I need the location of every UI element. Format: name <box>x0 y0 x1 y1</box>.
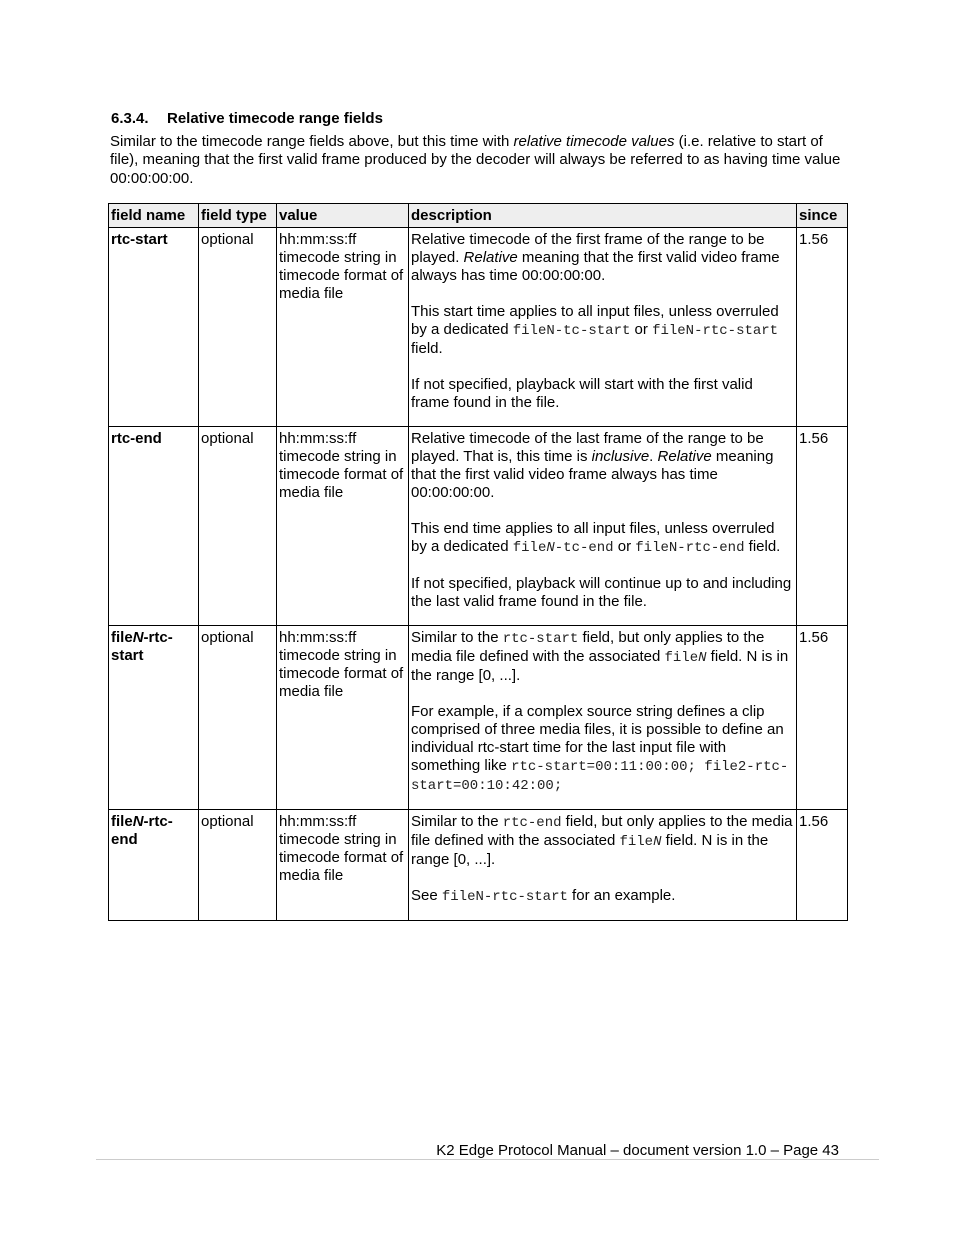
desc-emphasis: inclusive <box>591 448 650 465</box>
desc-text: field. <box>411 340 443 357</box>
table-row <box>109 228 848 427</box>
desc-code <box>664 650 706 666</box>
description-paragraph: If not specified, playback will start with the first valid frame found in the file. <box>411 376 753 411</box>
intro-text: (i.e. relative to start of file), meaning that the first valid frame produced by the decoder will always be referred to as having time value 00:00:00:00. <box>110 133 841 187</box>
desc-text: field, but only applies to the media file defined with the associated <box>411 813 793 849</box>
header-field-name: field name <box>109 204 199 228</box>
value-cell: hh:mm:ss:ff timecode string in timecode format of media file <box>277 626 409 810</box>
desc-text: or <box>613 538 636 555</box>
desc-text: This start time applies to all input files, unless overruled by a dedicated <box>411 303 779 338</box>
desc-text: field, but only applies to the media file defined with the associated <box>411 629 765 665</box>
description-cell <box>409 626 797 810</box>
desc-text: for an example. <box>567 887 676 904</box>
since-cell: 1.56 <box>797 427 848 626</box>
desc-text: For example, if a complex source string defines a clip comprised of three media files, it is possible to define an individual rtc-start time for the last input file with something like <box>411 703 784 774</box>
description-paragraph <box>411 520 794 557</box>
code-part: -tc-end <box>554 540 614 556</box>
field-name-cell <box>109 810 199 921</box>
value-cell: hh:mm:ss:ff timecode string in timecode format of media file <box>277 810 409 921</box>
desc-text: meaning that the first valid video frame always has time 00:00:00:00. <box>411 249 780 284</box>
desc-text: Relative timecode of the first frame of the range to be played. <box>411 231 765 266</box>
desc-text: Relative timecode of the last frame of the range to be played. That is, this time is <box>411 430 764 465</box>
description-cell <box>409 810 797 921</box>
desc-text: meaning that the first valid video frame always has time 00:00:00:00. <box>411 448 774 501</box>
field-type-cell: optional <box>199 427 277 626</box>
desc-code: rtc-start <box>502 631 579 647</box>
section-title: Relative timecode range fields <box>167 110 383 127</box>
field-name-part-italic: N <box>132 813 144 830</box>
intro-emphasis: relative timecode values <box>513 133 675 150</box>
code-part-italic: N <box>546 540 555 556</box>
header-description: description <box>409 204 797 228</box>
table-header-row <box>109 204 848 228</box>
field-name-part: file <box>111 813 133 830</box>
header-field-type: field type <box>199 204 277 228</box>
since-cell: 1.56 <box>797 626 848 810</box>
desc-text: or <box>630 321 653 338</box>
desc-code: fileN-rtc-start <box>441 889 568 905</box>
desc-text: Similar to the <box>411 813 503 830</box>
desc-text: This end time applies to all input files, unless overruled by a dedicated <box>411 520 775 555</box>
code-part: file <box>664 650 699 666</box>
field-name-cell: rtc-end <box>109 427 199 626</box>
field-name-part: -rtc-start <box>111 629 173 664</box>
field-name-part-italic: N <box>132 629 144 646</box>
code-part-italic: N <box>653 834 662 850</box>
description-paragraph <box>411 629 794 685</box>
footer-divider <box>96 1159 879 1160</box>
description-paragraph <box>411 231 794 285</box>
table-row <box>109 810 848 921</box>
desc-code: rtc-end <box>502 815 562 831</box>
field-name-part: file <box>111 629 133 646</box>
description-paragraph: If not specified, playback will continue up to and including the last valid frame found in the file. <box>411 575 792 610</box>
desc-text: field. N is in the range [0, ...]. <box>411 832 769 868</box>
desc-text: field. N is in the range [0, ...]. <box>411 648 789 684</box>
desc-code <box>619 834 661 850</box>
field-type-cell: optional <box>199 228 277 427</box>
desc-emphasis: Relative <box>657 448 712 465</box>
description-cell <box>409 228 797 427</box>
code-part-italic: N <box>698 650 707 666</box>
description-paragraph <box>411 703 794 795</box>
description-paragraph <box>411 430 794 502</box>
desc-code <box>513 540 614 556</box>
table-row <box>109 427 848 626</box>
desc-code: fileN-tc-start <box>512 323 631 339</box>
header-since: since <box>797 204 848 228</box>
desc-code: fileN-rtc-start <box>652 323 779 339</box>
table-row <box>109 626 848 810</box>
desc-text: . <box>649 448 658 465</box>
since-cell: 1.56 <box>797 228 848 427</box>
since-cell: 1.56 <box>797 810 848 921</box>
fields-table <box>108 203 848 921</box>
field-type-cell: optional <box>199 810 277 921</box>
field-type-cell: optional <box>199 626 277 810</box>
description-paragraph <box>411 303 794 358</box>
code-part: file <box>512 540 547 556</box>
desc-emphasis: Relative <box>463 249 518 266</box>
description-cell <box>409 427 797 626</box>
field-name-cell: rtc-start <box>109 228 199 427</box>
desc-text: field. <box>744 538 781 555</box>
section-number: 6.3.4. <box>111 110 149 127</box>
field-name-cell <box>109 626 199 810</box>
field-name-part: -rtc-end <box>111 813 173 848</box>
description-paragraph <box>411 887 794 906</box>
desc-text: See <box>411 887 442 904</box>
code-part: file <box>619 834 654 850</box>
description-paragraph <box>411 813 794 869</box>
value-cell: hh:mm:ss:ff timecode string in timecode format of media file <box>277 427 409 626</box>
intro-text: Similar to the timecode range fields above, but this time with <box>110 133 514 150</box>
page-footer: K2 Edge Protocol Manual – document version 1.0 – Page 43 <box>436 1142 839 1159</box>
desc-code: rtc-start=00:11:00:00; file2-rtc-start=00:10:42:00; <box>411 759 789 794</box>
section-heading <box>111 110 383 127</box>
desc-code: fileN-rtc-end <box>635 540 745 556</box>
value-cell: hh:mm:ss:ff timecode string in timecode format of media file <box>277 228 409 427</box>
desc-text: Similar to the <box>411 629 503 646</box>
header-value: value <box>277 204 409 228</box>
intro-paragraph <box>110 133 850 188</box>
